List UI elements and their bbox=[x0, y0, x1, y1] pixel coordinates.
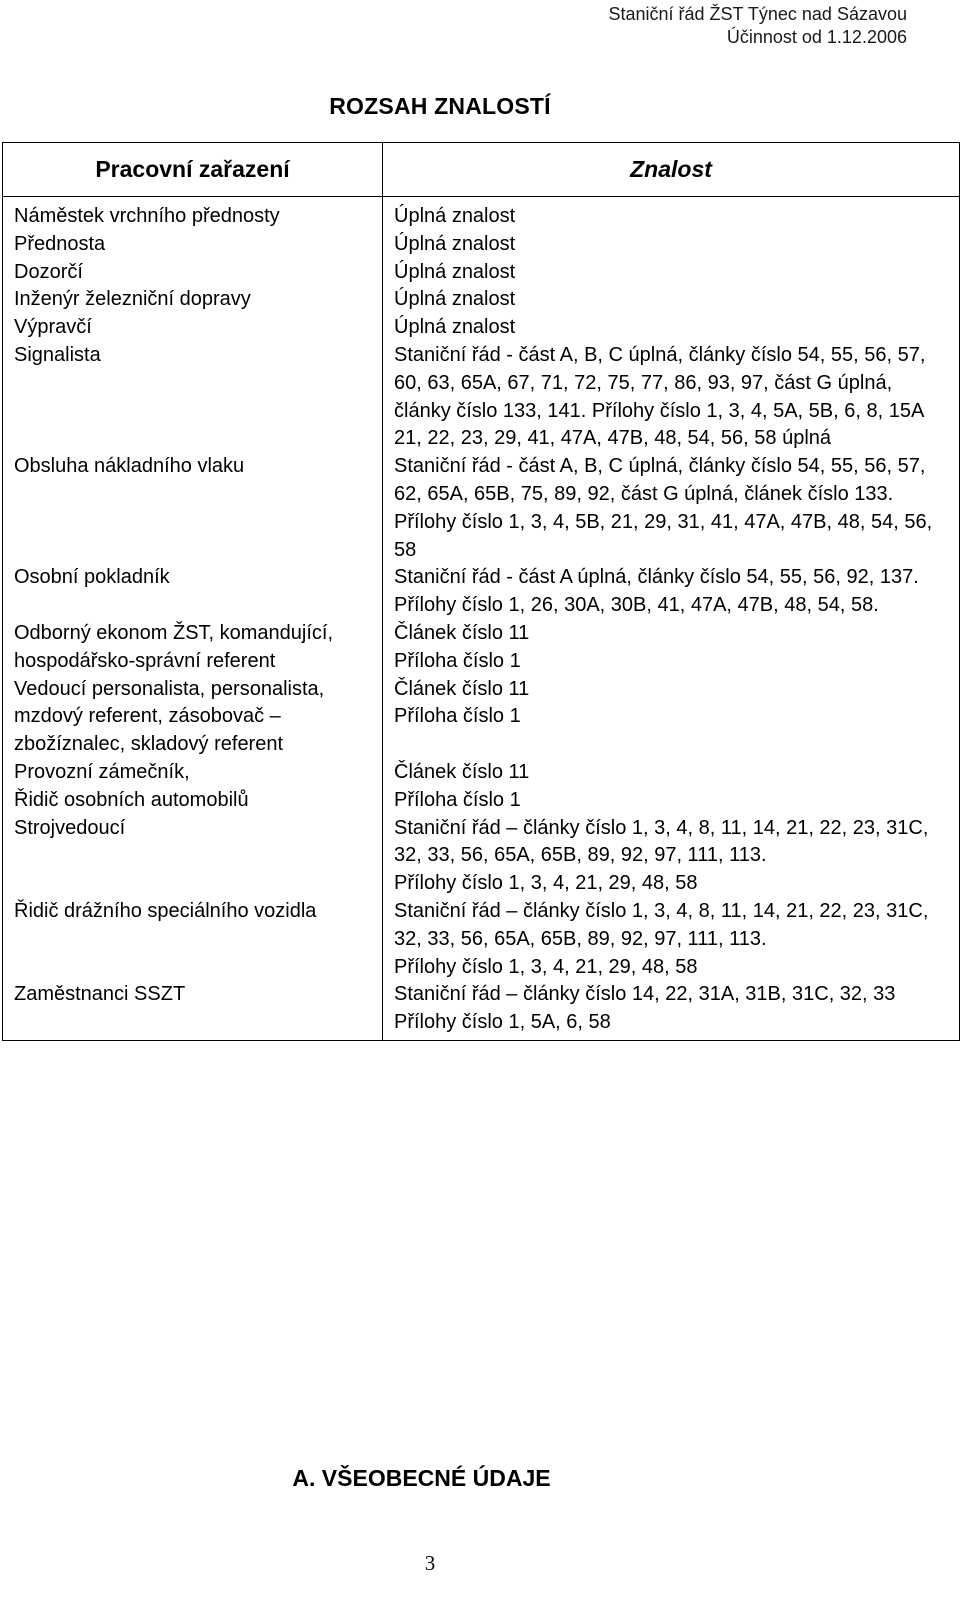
column-header-knowledge: Znalost bbox=[383, 143, 960, 197]
table-header-row bbox=[3, 143, 960, 197]
table-row bbox=[3, 676, 960, 759]
knowledge-cell: Článek číslo 11 Příloha číslo 1 bbox=[383, 759, 960, 815]
table-row bbox=[3, 314, 960, 342]
knowledge-cell: Staniční řád - část A úplná, články číslo 54, 55, 56, 92, 137. Přílohy číslo 1, 26, 30A, 30B, 41, 47A, 47B, 48, 54, 58. bbox=[383, 564, 960, 620]
position-cell: Inženýr železniční dopravy bbox=[3, 286, 383, 314]
knowledge-cell: Úplná znalost bbox=[383, 231, 960, 259]
table-row bbox=[3, 759, 960, 815]
position-cell: Řidič drážního speciálního vozidla bbox=[3, 898, 383, 981]
table-row bbox=[3, 259, 960, 287]
table-row bbox=[3, 981, 960, 1040]
table-row bbox=[3, 453, 960, 564]
knowledge-cell: Článek číslo 11 Příloha číslo 1 bbox=[383, 620, 960, 676]
header-document-name: Staniční řád ŽST Týnec nad Sázavou bbox=[608, 4, 907, 24]
position-cell: Vedoucí personalista, personalista, mzdový referent, zásobovač – zbožíznalec, skladový referent bbox=[3, 676, 383, 759]
page-title: ROZSAH ZNALOSTÍ bbox=[329, 93, 551, 119]
table-row bbox=[3, 286, 960, 314]
knowledge-scope-table bbox=[2, 142, 960, 1041]
knowledge-cell: Staniční řád - část A, B, C úplná, články číslo 54, 55, 56, 57, 60, 63, 65A, 67, 71, 72, 75, 77, 86, 93, 97, část G úplná, články číslo 133, 141. Přílohy číslo 1, 3, 4, 5A, 5B, 6, 8, 15A 21, 22, 23, 29, 41, 47A, 47B, 48, 54, 56, 58 úplná bbox=[383, 342, 960, 453]
position-cell: Dozorčí bbox=[3, 259, 383, 287]
page-number: 3 bbox=[424, 1551, 436, 1575]
position-cell: Zaměstnanci SSZT bbox=[3, 981, 383, 1040]
table-row bbox=[3, 564, 960, 620]
section-heading: A. VŠEOBECNÉ ÚDAJE bbox=[292, 1465, 551, 1491]
knowledge-cell: Úplná znalost bbox=[383, 314, 960, 342]
header-effective-date: Účinnost od 1.12.2006 bbox=[726, 27, 907, 47]
position-cell: Signalista bbox=[3, 342, 383, 453]
knowledge-cell: Staniční řád - část A, B, C úplná, články číslo 54, 55, 56, 57, 62, 65A, 65B, 75, 89, 92, část G úplná, článek číslo 133. Přílohy číslo 1, 3, 4, 5B, 21, 29, 31, 41, 47A, 47B, 48, 54, 56, 58 bbox=[383, 453, 960, 564]
knowledge-cell: Článek číslo 11 Příloha číslo 1 bbox=[383, 676, 960, 759]
knowledge-cell: Staniční řád – články číslo 14, 22, 31A, 31B, 31C, 32, 33 Přílohy číslo 1, 5A, 6, 58 bbox=[383, 981, 960, 1040]
position-cell: Odborný ekonom ŽST, komandující, hospodářsko-správní referent bbox=[3, 620, 383, 676]
table-row bbox=[3, 231, 960, 259]
position-cell: Přednosta bbox=[3, 231, 383, 259]
knowledge-cell: Úplná znalost bbox=[383, 259, 960, 287]
position-cell: Provozní zámečník, Řidič osobních automobilů bbox=[3, 759, 383, 815]
table-row bbox=[3, 197, 960, 231]
knowledge-cell: Staniční řád – články číslo 1, 3, 4, 8, 11, 14, 21, 22, 23, 31C, 32, 33, 56, 65A, 65B, 89, 92, 97, 111, 113. Přílohy číslo 1, 3, 4, 21, 29, 48, 58 bbox=[383, 815, 960, 898]
column-header-position: Pracovní zařazení bbox=[3, 143, 383, 197]
position-cell: Osobní pokladník bbox=[3, 564, 383, 620]
knowledge-cell: Úplná znalost bbox=[383, 197, 960, 231]
table-row bbox=[3, 815, 960, 898]
table-row bbox=[3, 342, 960, 453]
table-row bbox=[3, 898, 960, 981]
knowledge-cell: Staniční řád – články číslo 1, 3, 4, 8, 11, 14, 21, 22, 23, 31C, 32, 33, 56, 65A, 65B, 89, 92, 97, 111, 113. Přílohy číslo 1, 3, 4, 21, 29, 48, 58 bbox=[383, 898, 960, 981]
position-cell: Strojvedoucí bbox=[3, 815, 383, 898]
knowledge-cell: Úplná znalost bbox=[383, 286, 960, 314]
position-cell: Výpravčí bbox=[3, 314, 383, 342]
document-header bbox=[608, 3, 907, 49]
position-cell: Náměstek vrchního přednosty bbox=[3, 197, 383, 231]
table-row bbox=[3, 620, 960, 676]
position-cell: Obsluha nákladního vlaku bbox=[3, 453, 383, 564]
